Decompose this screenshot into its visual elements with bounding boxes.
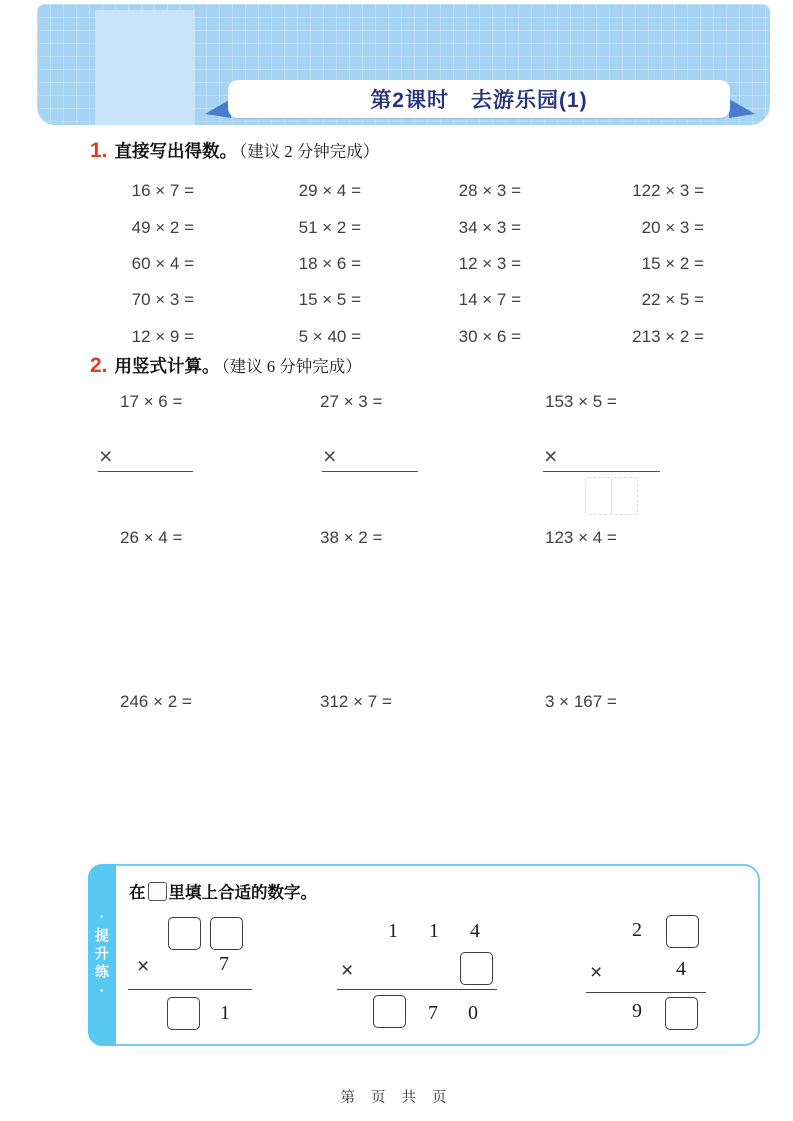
puzzle2-result-digit: 7 — [428, 1002, 438, 1024]
ghost-answer-box — [611, 477, 638, 515]
header-decoration-square — [95, 10, 195, 125]
puzzle2-result-digit: 0 — [468, 1002, 478, 1024]
answer-box — [666, 915, 699, 948]
section1-title: 直接写出得数。 — [114, 141, 238, 161]
answer-box — [167, 997, 200, 1030]
oral-problems-grid — [98, 173, 704, 355]
fill-box-prompt — [129, 879, 317, 903]
puzzle2-top-digit: 4 — [470, 920, 480, 942]
title-ribbon-right — [729, 99, 755, 118]
puzzle1-multiplier: 7 — [219, 953, 229, 975]
vertical-problem: 26 × 4 = — [120, 528, 183, 547]
puzzle-underline — [586, 992, 706, 993]
blank-box-glyph — [148, 882, 167, 901]
oral-problem: 213 × 2 = — [632, 326, 704, 346]
vertical-problem: 312 × 7 = — [320, 692, 392, 711]
section2-hint: （建议 6 分钟完成） — [221, 357, 362, 376]
section2-title: 用竖式计算。 — [114, 356, 220, 376]
lesson-title-box — [228, 80, 730, 118]
puzzle-underline — [337, 989, 497, 990]
times-sign: × — [99, 443, 113, 469]
puzzle3-result-digit: 9 — [632, 1000, 642, 1022]
vertical-problem: 3 × 167 = — [545, 692, 617, 711]
oral-problem: 12 × 9 = — [131, 326, 194, 346]
oral-problem: 34 × 3 = — [458, 217, 521, 237]
puzzle2-top-digit: 1 — [429, 920, 439, 942]
oral-problem: 122 × 3 = — [632, 181, 704, 201]
puzzle1-result-digit: 1 — [220, 1002, 230, 1024]
section2-number: 2. — [90, 354, 108, 377]
vertical-problem: 153 × 5 = — [545, 392, 617, 411]
answer-box — [460, 952, 493, 985]
oral-problem: 15 × 5 = — [298, 290, 361, 310]
oral-problem: 16 × 7 = — [131, 181, 194, 201]
boost-practice-tab — [88, 864, 116, 1046]
answer-box — [665, 997, 698, 1030]
times-sign: × — [137, 955, 150, 978]
oral-problem: 12 × 3 = — [458, 253, 521, 273]
oral-problem: 28 × 3 = — [458, 181, 521, 201]
oral-problem: 14 × 7 = — [458, 290, 521, 310]
section1-header — [90, 138, 379, 163]
puzzle-underline — [128, 989, 252, 990]
oral-problem: 29 × 4 = — [298, 181, 361, 201]
vertical-problem: 38 × 2 = — [320, 528, 383, 547]
vertical-problem: 123 × 4 = — [545, 528, 617, 547]
oral-problem: 49 × 2 = — [131, 217, 194, 237]
section1-number: 1. — [90, 139, 108, 162]
oral-problem: 5 × 40 = — [298, 326, 361, 346]
page-footer: 第 页 共 页 — [340, 1090, 453, 1106]
prompt-prefix: 在 — [129, 884, 146, 902]
work-underline — [98, 471, 193, 472]
answer-box — [168, 917, 201, 950]
oral-problem: 30 × 6 = — [458, 326, 521, 346]
times-sign: × — [544, 443, 558, 469]
times-sign: × — [341, 959, 354, 982]
section2-header — [90, 353, 362, 378]
oral-problem: 70 × 3 = — [131, 290, 194, 310]
puzzle3-top-digit: 2 — [632, 919, 642, 941]
oral-problem: 60 × 4 = — [131, 253, 194, 273]
boost-practice-tab-label: ·提升练· — [94, 908, 110, 1002]
answer-box — [210, 917, 243, 950]
vertical-problem: 246 × 2 = — [120, 692, 192, 711]
puzzle3-multiplier: 4 — [676, 958, 686, 980]
work-underline — [322, 471, 418, 472]
ghost-answer-box — [585, 477, 612, 515]
oral-problem: 22 × 5 = — [641, 290, 704, 310]
puzzle2-top-digit: 1 — [388, 920, 398, 942]
oral-problem: 20 × 3 = — [641, 217, 704, 237]
section1-hint: （建议 2 分钟完成） — [239, 142, 380, 161]
header-band — [37, 4, 770, 125]
oral-problem: 18 × 6 = — [298, 253, 361, 273]
times-sign: × — [323, 443, 337, 469]
work-underline — [543, 471, 660, 472]
vertical-problem: 17 × 6 = — [120, 392, 183, 411]
oral-problem: 51 × 2 = — [298, 217, 361, 237]
oral-problem: 15 × 2 = — [641, 253, 704, 273]
vertical-problem: 27 × 3 = — [320, 392, 383, 411]
answer-box — [373, 995, 406, 1028]
times-sign: × — [590, 961, 603, 984]
lesson-title: 第2课时 去游乐园(1) — [370, 89, 588, 112]
prompt-suffix: 里填上合适的数字。 — [168, 884, 317, 902]
